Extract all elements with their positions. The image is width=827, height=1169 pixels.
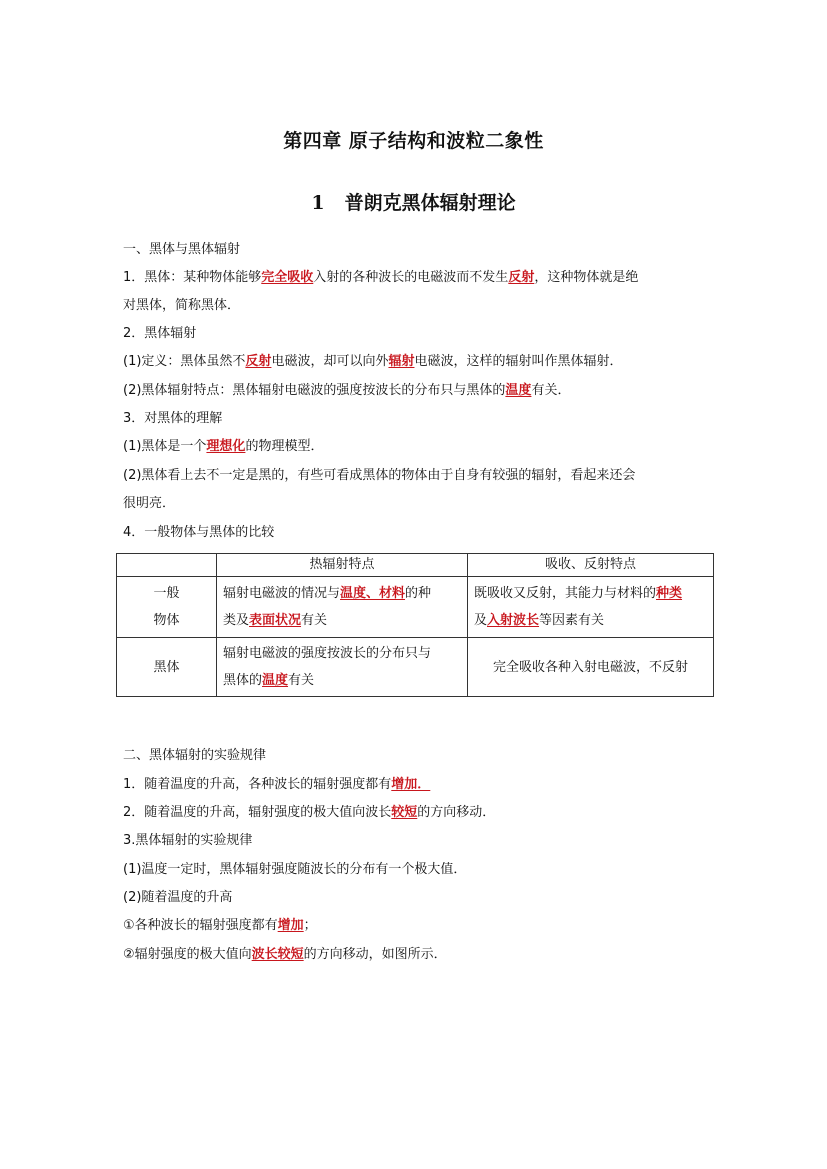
part2-p3-item2: (2)随着温度的升高 (123, 890, 233, 905)
text: 2．随着温度的升高，辐射强度的极大值向波长 (123, 805, 392, 820)
keyword: 入射波长 (487, 613, 540, 628)
part1-p3-item2-line1: (2)黑体看上去不一定是黑的，有些可看成黑体的物体由于自身有较强的辐射，看起来还会 (123, 468, 636, 483)
table-header-cell: 吸收、反射特点 (468, 554, 714, 577)
part1-p1-line1 (123, 269, 713, 287)
text: 物体 (153, 613, 180, 628)
text (474, 580, 707, 607)
text: 有关． (531, 383, 571, 398)
table-cell (217, 577, 468, 638)
table-cell-label: 黑体 (117, 638, 217, 697)
text (474, 607, 707, 634)
keyword: 反射 (508, 270, 535, 285)
comparison-table (116, 553, 714, 697)
part1-p2-heading: 2．黑体辐射 (123, 326, 197, 341)
part1-p3-item2-line2: 很明亮． (123, 496, 176, 511)
table-header-cell (117, 554, 217, 577)
part2-heading: 二、黑体辐射的实验规律 (123, 748, 267, 763)
part1-p3-heading: 3．对黑体的理解 (123, 411, 223, 426)
text: 的方向移动． (417, 805, 496, 820)
table-cell: 完全吸收各种入射电磁波，不反射 (468, 638, 714, 697)
part2-p3-item1: (1)温度一定时，黑体辐射强度随波长的分布有一个极大值． (123, 862, 467, 877)
text: 的物理模型． (245, 439, 324, 454)
text: 1．黑体：某种物体能够 (123, 270, 262, 285)
text: 辐射电磁波的强度按波长的分布只与 (223, 646, 432, 661)
table-header-cell: 热辐射特点 (217, 554, 468, 577)
text: 类及 (223, 613, 250, 628)
text: 的方向移动，如图所示． (303, 947, 447, 962)
keyword: 波长较短 (251, 947, 304, 962)
keyword: 辐射 (388, 354, 415, 369)
keyword: 增加 (277, 918, 304, 933)
table-row (117, 577, 714, 638)
keyword: 表面状况 (249, 613, 302, 628)
part1-p4-heading: 4．一般物体与黑体的比较 (123, 525, 275, 540)
text: 辐射电磁波的情况与 (223, 586, 341, 601)
keyword: 增加． (391, 777, 431, 792)
part2-p3-sub-b (123, 946, 713, 964)
section-title (0, 188, 827, 215)
part2-p2 (123, 804, 713, 822)
keyword: 反射 (245, 354, 272, 369)
text (223, 667, 461, 694)
keyword: 种类 (656, 586, 683, 601)
keyword: 温度 (262, 673, 289, 688)
text: (2)黑体辐射特点：黑体辐射电磁波的强度按波长的分布只与黑体的 (123, 383, 506, 398)
keyword: 完全吸收 (261, 270, 314, 285)
keyword: 温度、材料 (340, 586, 406, 601)
text (223, 580, 461, 607)
table-cell (217, 638, 468, 697)
text: 有关 (288, 673, 315, 688)
part1-p2-definition (123, 353, 713, 371)
text: 电磁波，却可以向外 (271, 354, 389, 369)
text: 的种 (405, 586, 432, 601)
table-header-row (117, 554, 714, 577)
text: 入射的各种波长的电磁波而不发生 (313, 270, 509, 285)
part2-p3-sub-a (123, 917, 713, 935)
text: 电磁波，这样的辐射叫作黑体辐射． (414, 354, 623, 369)
text: 等因素有关 (539, 613, 605, 628)
text: 有关 (301, 613, 328, 628)
text: 1．随着温度的升高，各种波长的辐射强度都有 (123, 777, 392, 792)
table-cell-label (117, 577, 217, 638)
keyword: 温度 (505, 383, 532, 398)
text: ； (303, 918, 317, 933)
part1-p3-item1 (123, 438, 713, 456)
table-row (117, 638, 714, 697)
text: 黑体的 (223, 673, 263, 688)
section-number: 1 (311, 192, 325, 214)
table-cell (468, 577, 714, 638)
text: 一般 (153, 586, 180, 601)
part1-p1-line2: 对黑体，简称黑体． (123, 298, 241, 313)
chapter-title: 第四章 原子结构和波粒二象性 (283, 130, 544, 152)
text: ，这种物体就是绝 (534, 270, 639, 285)
text: (1)定义：黑体虽然不 (123, 354, 246, 369)
text (223, 607, 461, 634)
keyword: 理想化 (206, 439, 246, 454)
text: ②辐射强度的极大值向 (123, 947, 252, 962)
text: 及 (474, 613, 488, 628)
text: 既吸收又反射，其能力与材料的 (474, 586, 657, 601)
text: ①各种波长的辐射强度都有 (123, 918, 278, 933)
part1-heading: 一、黑体与黑体辐射 (123, 242, 241, 257)
part2-p1 (123, 776, 713, 794)
keyword: 较短 (391, 805, 418, 820)
part1-p2-feature (123, 382, 713, 400)
text: (1)黑体是一个 (123, 439, 207, 454)
section-name: 普朗克黑体辐射理论 (344, 192, 516, 214)
part2-p3-heading: 3.黑体辐射的实验规律 (123, 833, 253, 848)
